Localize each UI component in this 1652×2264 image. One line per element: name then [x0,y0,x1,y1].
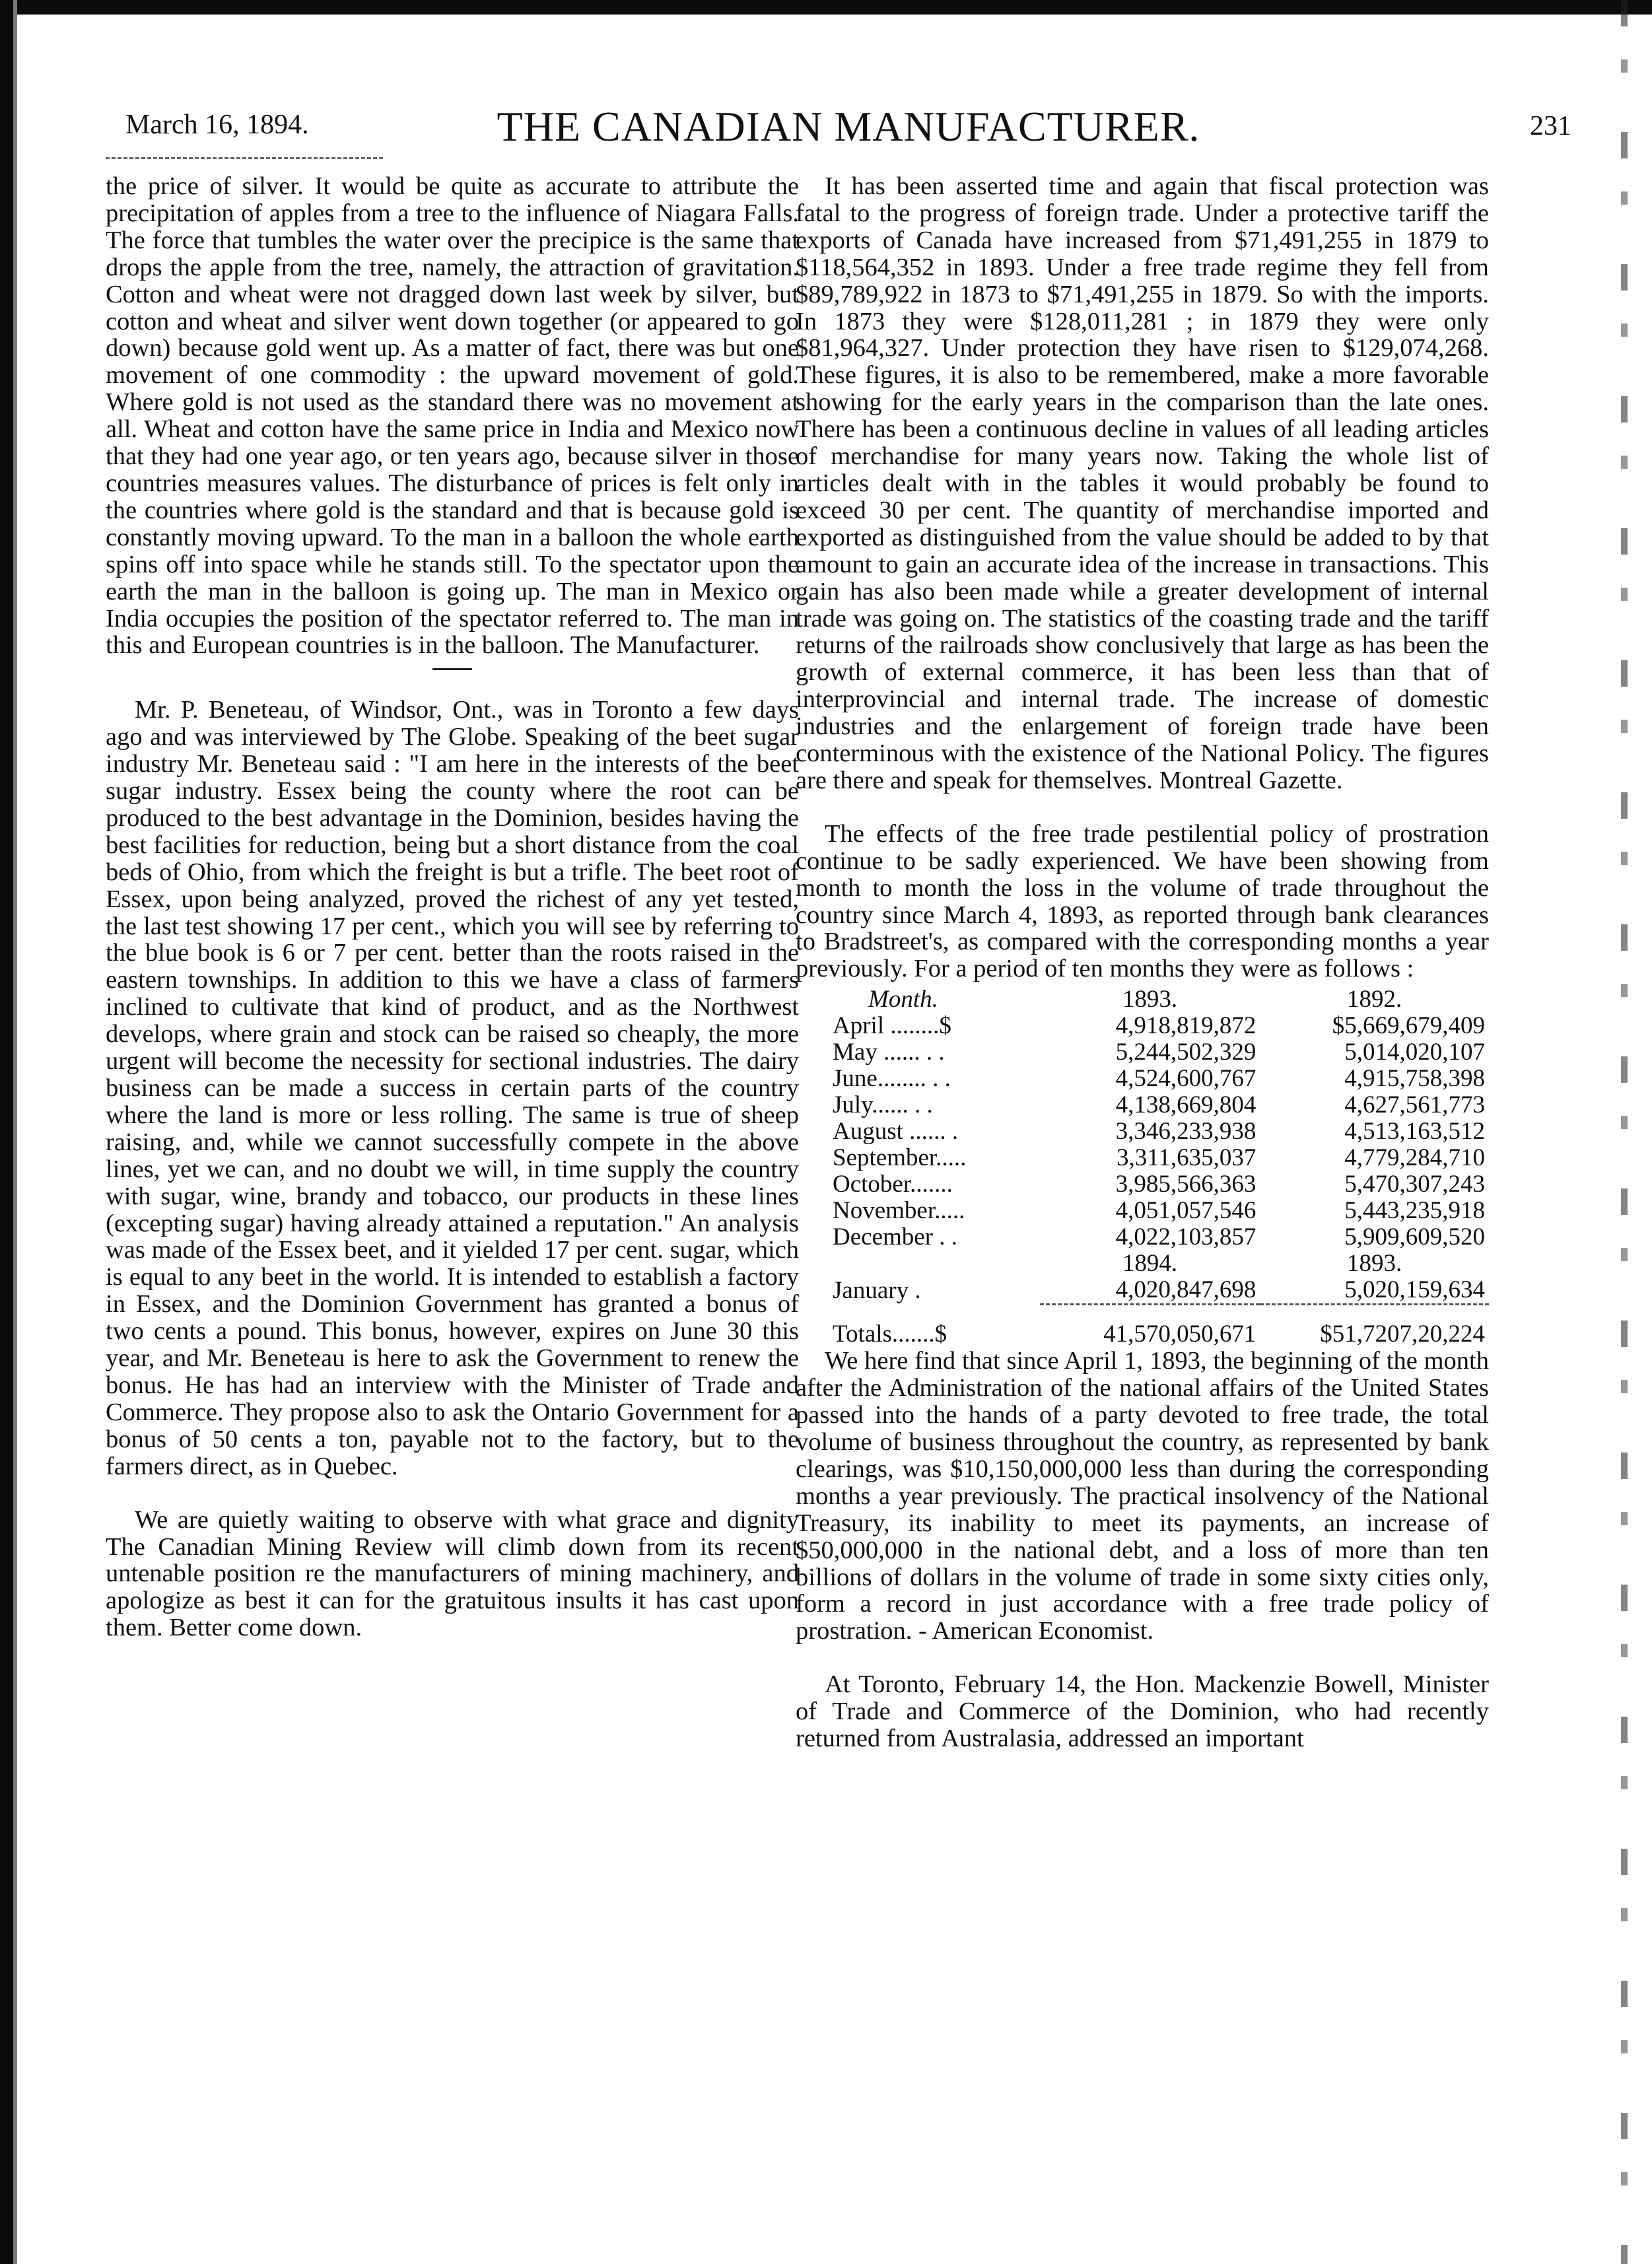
article-silver-continuation: the price of silver. It would be quite as accurate to attribute the precipitation of apples from a tree to the influence of Niagara Falls. The force that tumbles the water over the precipice is the same that drops the apple from the tree, namely, the attraction of gravitation. Cotton and wheat were not dragged down last week by silver, but cotton and wheat and silver went down together (or appeared to go down) because gold went up. As a matter of fact, there was but one movement of one commodity : the upward movement of gold. Where gold is not used as the standard there was no movement at all. Wheat and cotton have the same price in India and Mexico now that they had one year ago, or ten years ago, because silver in those countries measures values. The disturbance of prices is felt only in the countries where gold is the standard and that is because gold is constantly moving upward. To the man in a balloon the whole earth spins off into space while he stands still. To the spectator upon the earth the man in the balloon is going up. The man in Mexico or India occupies the position of the spectator referred to. The man in this and European countries is in the balloon. The Manufacturer. [106,172,799,660]
row-value-b: 5,909,609,520 [1344,1223,1485,1251]
right-edge-marks [1621,0,1628,2264]
bank-clearings-table [829,986,1489,1348]
row-value-b: 4,627,561,773 [1344,1091,1485,1119]
article-free-trade-effects: The effects of the free trade pestilential policy of prostration continue to be sadly experienced. We have been showing from month to month the loss in the volume of trade throughout the country since March 4, 1893, as reported through bank clearances to Bradstreet's, as compared with the corresponding months a year previously. For a period of ten months they were as follows : [796,819,1489,983]
table-row [829,1118,1489,1145]
table-totals-row [829,1305,1489,1348]
totals-label: Totals.......$ [833,1320,947,1348]
table-subheader-row [829,1251,1489,1277]
row-month: August ...... . [833,1118,959,1146]
row-month: September..... [833,1144,967,1172]
column-header-month: Month. [868,986,938,1013]
row-month: June........ . . [833,1065,951,1093]
table-row [829,1171,1489,1198]
article-beet-sugar: Mr. P. Beneteau, of Windsor, Ont., was in Toronto a few days ago and was interviewed by The Globe. Speaking of the beet sugar industry Mr. Beneteau said : "I am here in the interests of the beet sugar industry. Essex being the county where the root can be produced to the best advantage in the Dominion, besides having the best facilities for reduction, being but a short distance from the coal beds of Ohio, from which the freight is but a trifle. The beet root of Essex, upon being analyzed, proved the richest of any yet tested, the last test showing 17 per cent., which you will see by referring to the blue book is 6 or 7 per cent. better than the roots raised in the eastern townships. In addition to this we have a class of farmers inclined to cultivate that kind of product, and as the Northwest develops, where grain and stock can be raised so cheaply, the more urgent will become the necessity for sectional industries. The dairy business can be made a success in certain parts of the country where the land is more or less rolling. The same is true of sheep raising, and, while we cannot successfully compete in the above lines, yet we can, and no doubt we will, in time supply the country with sugar, wine, brandy and tobacco, our products in these lines (excepting sugar) having already attained a reputation." An analysis was made of the Essex beet, and it yielded 17 per cent. sugar, which is equal to any beet in the world. It is intended to establish a factory in Essex, and the Dominion Government has granted a bonus of two cents a pound. This bonus, however, expires on June 30 this year, and Mr. Beneteau is here to ask the Government to renew the bonus. He has had an interview with the Minister of Trade and Commerce. They propose also to ask the Ontario Government for a bonus of 50 cents a ton, payable not to the factory, but to the farmers direct, as in Quebec. [106,696,799,1480]
table-row [829,1066,1489,1092]
row-value-b: 4,513,163,512 [1344,1118,1485,1146]
page-number: 231 [1530,111,1571,141]
left-column [106,173,799,1641]
column-header-year-a: 1893. [1122,986,1178,1013]
table-row [829,1145,1489,1171]
row-value-a: 3,985,566,363 [1115,1171,1256,1198]
row-month: July...... . . [833,1091,933,1119]
row-value-b: 5,020,159,634 [1344,1276,1485,1304]
table-row [829,1039,1489,1066]
row-value-b: $5,669,679,409 [1332,1012,1485,1040]
row-month: January . [833,1277,921,1305]
header-rule [106,157,383,159]
article-bowell-address: At Toronto, February 14, the Hon. Mackenzie Bowell, Minister of Trade and Commerce of the Dominion, who had recently returned from Australasia, addressed an important [796,1670,1489,1753]
column-header-year-b: 1892. [1347,986,1402,1013]
subheader-year-a: 1894. [1122,1250,1178,1278]
publication-title: THE CANADIAN MANUFACTURER. [497,103,1200,150]
left-border [0,0,13,2264]
totals-value-a: 41,570,050,671 [1040,1305,1260,1348]
table-row [829,1013,1489,1039]
row-month: April ........$ [833,1012,951,1040]
row-month: October....... [833,1171,953,1198]
row-value-a: 5,244,502,329 [1115,1039,1256,1066]
article-fiscal-protection: It has been asserted time and again that fiscal protection was fatal to the progress of foreign trade. Under a protective tariff the exports of Canada have increased from $71,491,255 in 1879 to $118,564,352 in 1893. Under a free trade regime they fell from $89,789,922 in 1873 to $71,491,255 in 1879. So with the imports. In 1873 they were $128,011,281 ; in 1879 they were only $81,964,327. Under protection they have risen to $129,074,268. These figures, it is also to be remembered, make a more favorable showing for the early years in the comparison than the late ones. There has been a continuous decline in values of all leading articles of merchandise for many years now. Taking the whole list of articles dealt with in the tables it would probably be found to exceed 30 per cent. The quantity of merchandise imported and exported as distinguished from the value should be added to by that amount to gain an accurate idea of the increase in transactions. This gain has also been made while a greater development of internal trade was going on. The statistics of the coasting trade and the tariff returns of the railroads show conclusively that large as has been the growth of external commerce, it has been less than that of interprovincial and internal trade. The increase of domestic industries and the enlargement of foreign trade have been conterminous with the existence of the National Policy. The figures are there and speak for themselves. Montreal Gazette. [796,172,1489,794]
subheader-year-b: 1893. [1347,1250,1402,1278]
row-value-a: 4,524,600,767 [1115,1065,1256,1093]
row-month: December . . [833,1223,958,1251]
row-value-b: 4,915,758,398 [1344,1065,1485,1093]
page-header [125,102,1571,155]
right-column [796,173,1489,1752]
left-border-shadow [13,0,17,2264]
top-border [0,0,1652,15]
row-month: May ...... . . [833,1039,945,1066]
row-value-b: 5,470,307,243 [1344,1171,1485,1198]
article-separator [432,668,472,670]
totals-value-b: $51,7207,20,224 [1260,1305,1489,1348]
row-month: November..... [833,1197,965,1225]
table-row [829,1198,1489,1224]
table-row [829,1092,1489,1118]
table-row [829,1277,1489,1305]
row-value-a: 4,918,819,872 [1115,1012,1256,1040]
row-value-b: 5,443,235,918 [1344,1197,1485,1225]
row-value-a: 4,138,669,804 [1115,1091,1256,1119]
row-value-b: 4,779,284,710 [1344,1144,1485,1172]
row-value-a: 3,346,233,938 [1115,1118,1256,1146]
row-value-a: 4,020,847,698 [1115,1276,1256,1304]
table-header-row [829,986,1489,1013]
article-mining-review: We are quietly waiting to observe with what grace and dignity The Canadian Mining Review will climb down from its recent untenable position re the manufacturers of mining machinery, and apologize as best it can for the gratuitous insults it has cast upon them. Better come down. [106,1505,799,1642]
row-value-a: 3,311,635,037 [1116,1144,1256,1172]
row-value-b: 5,014,020,107 [1344,1039,1485,1066]
row-value-a: 4,051,057,546 [1115,1197,1256,1225]
issue-date: March 16, 1894. [125,110,309,140]
table-row [829,1224,1489,1251]
article-free-trade-conclusion: We here find that since April 1, 1893, the beginning of the month after the Administration of the national affairs of the United States passed into the hands of a party devoted to free trade, the total volume of business throughout the country, as represented by bank clearings, was $10,150,000,000 less than during the corresponding months a year previously. The practical insolvency of the National Treasury, its inability to meet its payments, an increase of $50,000,000 in the national debt, and a loss of more than ten billions of dollars in the volume of trade in some sixty cities only, form a record in just accordance with a free trade policy of prostration. - American Economist. [796,1347,1489,1645]
row-value-a: 4,022,103,857 [1115,1223,1256,1251]
